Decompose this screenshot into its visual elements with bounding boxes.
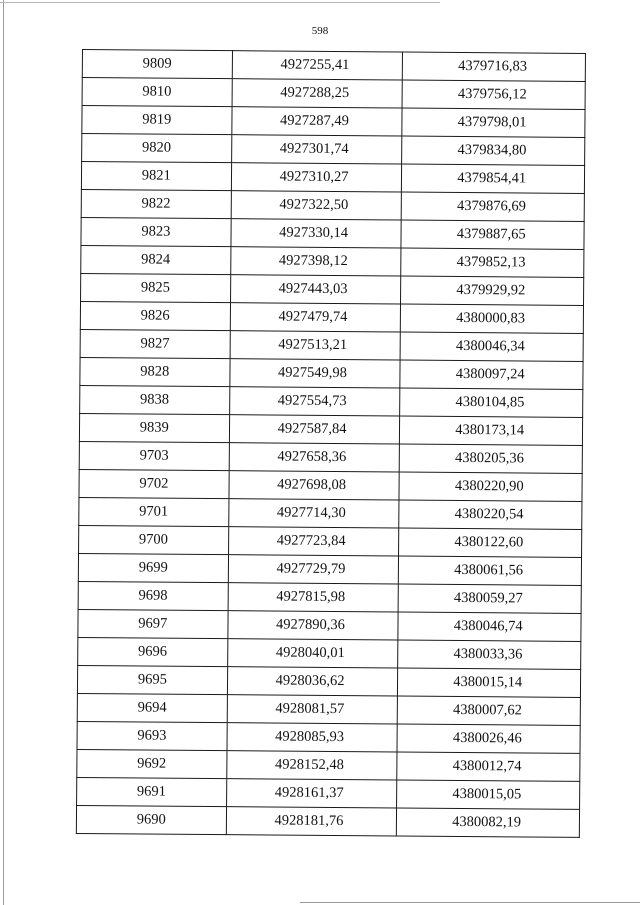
table-row [79,525,582,557]
y-coordinate-cell: 4380012,74 [397,752,580,781]
table-row [82,106,585,138]
y-coordinate-cell: 4380000,83 [401,304,584,333]
x-coordinate-cell: 4927587,84 [229,415,400,444]
y-coordinate-cell: 4380033,36 [398,640,581,669]
y-coordinate-cell: 4380015,05 [397,780,580,809]
y-coordinate-cell: 4380104,85 [400,388,583,417]
table-row [81,273,584,305]
point-number-cell: 9838 [80,385,230,414]
y-coordinate-cell: 4379834,80 [402,136,585,165]
point-number-cell: 9701 [79,497,229,526]
y-coordinate-cell: 4380082,19 [397,808,580,837]
table-row [81,162,584,194]
point-number-cell: 9839 [79,413,229,442]
coordinates-table [76,49,586,838]
x-coordinate-cell: 4927714,30 [228,499,399,528]
x-coordinate-cell: 4928081,57 [227,695,398,724]
point-number-cell: 9809 [82,50,232,79]
scan-edge-bottom [300,902,640,903]
point-number-cell: 9820 [82,134,232,163]
point-number-cell: 9694 [77,693,227,722]
point-number-cell: 9823 [81,217,231,246]
y-coordinate-cell: 4380122,60 [399,528,582,557]
point-number-cell: 9700 [79,525,229,554]
x-coordinate-cell: 4927287,49 [231,107,402,136]
table-row [82,50,585,82]
y-coordinate-cell: 4380015,14 [398,668,581,697]
scan-edge-top [0,2,440,3]
x-coordinate-cell: 4927288,25 [232,79,403,108]
x-coordinate-cell: 4927890,36 [227,611,398,640]
point-number-cell: 9695 [77,665,227,694]
table-row [77,777,580,809]
table-row [81,245,584,277]
x-coordinate-cell: 4928085,93 [227,723,398,752]
point-number-cell: 9821 [81,162,231,191]
x-coordinate-cell: 4927479,74 [230,303,401,332]
x-coordinate-cell: 4927815,98 [228,583,399,612]
y-coordinate-cell: 4380173,14 [400,416,583,445]
x-coordinate-cell: 4927698,08 [229,471,400,500]
x-coordinate-cell: 4928161,37 [226,779,397,808]
y-coordinate-cell: 4379929,92 [401,276,584,305]
coordinates-table-body [76,50,585,838]
point-number-cell: 9699 [78,553,228,582]
y-coordinate-cell: 4379854,41 [402,164,585,193]
x-coordinate-cell: 4928181,76 [226,807,397,836]
point-number-cell: 9828 [80,357,230,386]
table-row [78,553,581,585]
point-number-cell: 9691 [77,777,227,806]
point-number-cell: 9826 [80,301,230,330]
scan-edge-left [3,0,4,905]
y-coordinate-cell: 4379756,12 [402,80,585,109]
x-coordinate-cell: 4928152,48 [226,751,397,780]
y-coordinate-cell: 4380205,36 [399,444,582,473]
table-row [81,189,584,221]
table-row [78,581,581,613]
table-row [79,441,582,473]
table-row [77,693,580,725]
table-row [82,134,585,166]
table-row [81,217,584,249]
y-coordinate-cell: 4380026,46 [397,724,580,753]
x-coordinate-cell: 4927255,41 [232,51,403,80]
table-row [80,357,583,389]
table-row [78,609,581,641]
x-coordinate-cell: 4927513,21 [230,331,401,360]
point-number-cell: 9824 [81,245,231,274]
y-coordinate-cell: 4379852,13 [401,248,584,277]
point-number-cell: 9825 [81,273,231,302]
table-row [79,497,582,529]
point-number-cell: 9697 [78,609,228,638]
point-number-cell: 9703 [79,441,229,470]
y-coordinate-cell: 4380220,90 [399,472,582,501]
point-number-cell: 9702 [79,469,229,498]
x-coordinate-cell: 4927330,14 [231,219,402,248]
x-coordinate-cell: 4927554,73 [229,387,400,416]
point-number-cell: 9693 [77,721,227,750]
point-number-cell: 9822 [81,189,231,218]
table-row [77,749,580,781]
table-row [80,301,583,333]
y-coordinate-cell: 4380220,54 [399,500,582,529]
y-coordinate-cell: 4379716,83 [403,52,586,81]
x-coordinate-cell: 4927723,84 [228,527,399,556]
y-coordinate-cell: 4380007,62 [397,696,580,725]
x-coordinate-cell: 4927310,27 [231,163,402,192]
x-coordinate-cell: 4927729,79 [228,555,399,584]
table-row [77,721,580,753]
point-number-cell: 9810 [82,78,232,107]
x-coordinate-cell: 4927301,74 [231,135,402,164]
table-row [80,329,583,361]
table-row [80,385,583,417]
y-coordinate-cell: 4379876,69 [401,192,584,221]
point-number-cell: 9698 [78,581,228,610]
point-number-cell: 9819 [82,106,232,135]
y-coordinate-cell: 4380046,34 [400,332,583,361]
point-number-cell: 9692 [77,749,227,778]
page-number: 598 [311,25,329,37]
table-row [78,637,581,669]
table-row [82,78,585,110]
table-row [79,413,582,445]
point-number-cell: 9827 [80,329,230,358]
table-row [79,469,582,501]
point-number-cell: 9696 [78,637,228,666]
x-coordinate-cell: 4927398,12 [230,247,401,276]
x-coordinate-cell: 4927443,03 [230,275,401,304]
x-coordinate-cell: 4928036,62 [227,667,398,696]
x-coordinate-cell: 4927322,50 [231,191,402,220]
y-coordinate-cell: 4380059,27 [398,584,581,613]
y-coordinate-cell: 4379798,01 [402,108,585,137]
table-row [77,665,580,697]
y-coordinate-cell: 4380097,24 [400,360,583,389]
y-coordinate-cell: 4379887,65 [401,220,584,249]
table-row [76,805,579,837]
y-coordinate-cell: 4380046,74 [398,612,581,641]
x-coordinate-cell: 4928040,01 [227,639,398,668]
y-coordinate-cell: 4380061,56 [399,556,582,585]
x-coordinate-cell: 4927658,36 [229,443,400,472]
point-number-cell: 9690 [76,805,226,834]
x-coordinate-cell: 4927549,98 [229,359,400,388]
